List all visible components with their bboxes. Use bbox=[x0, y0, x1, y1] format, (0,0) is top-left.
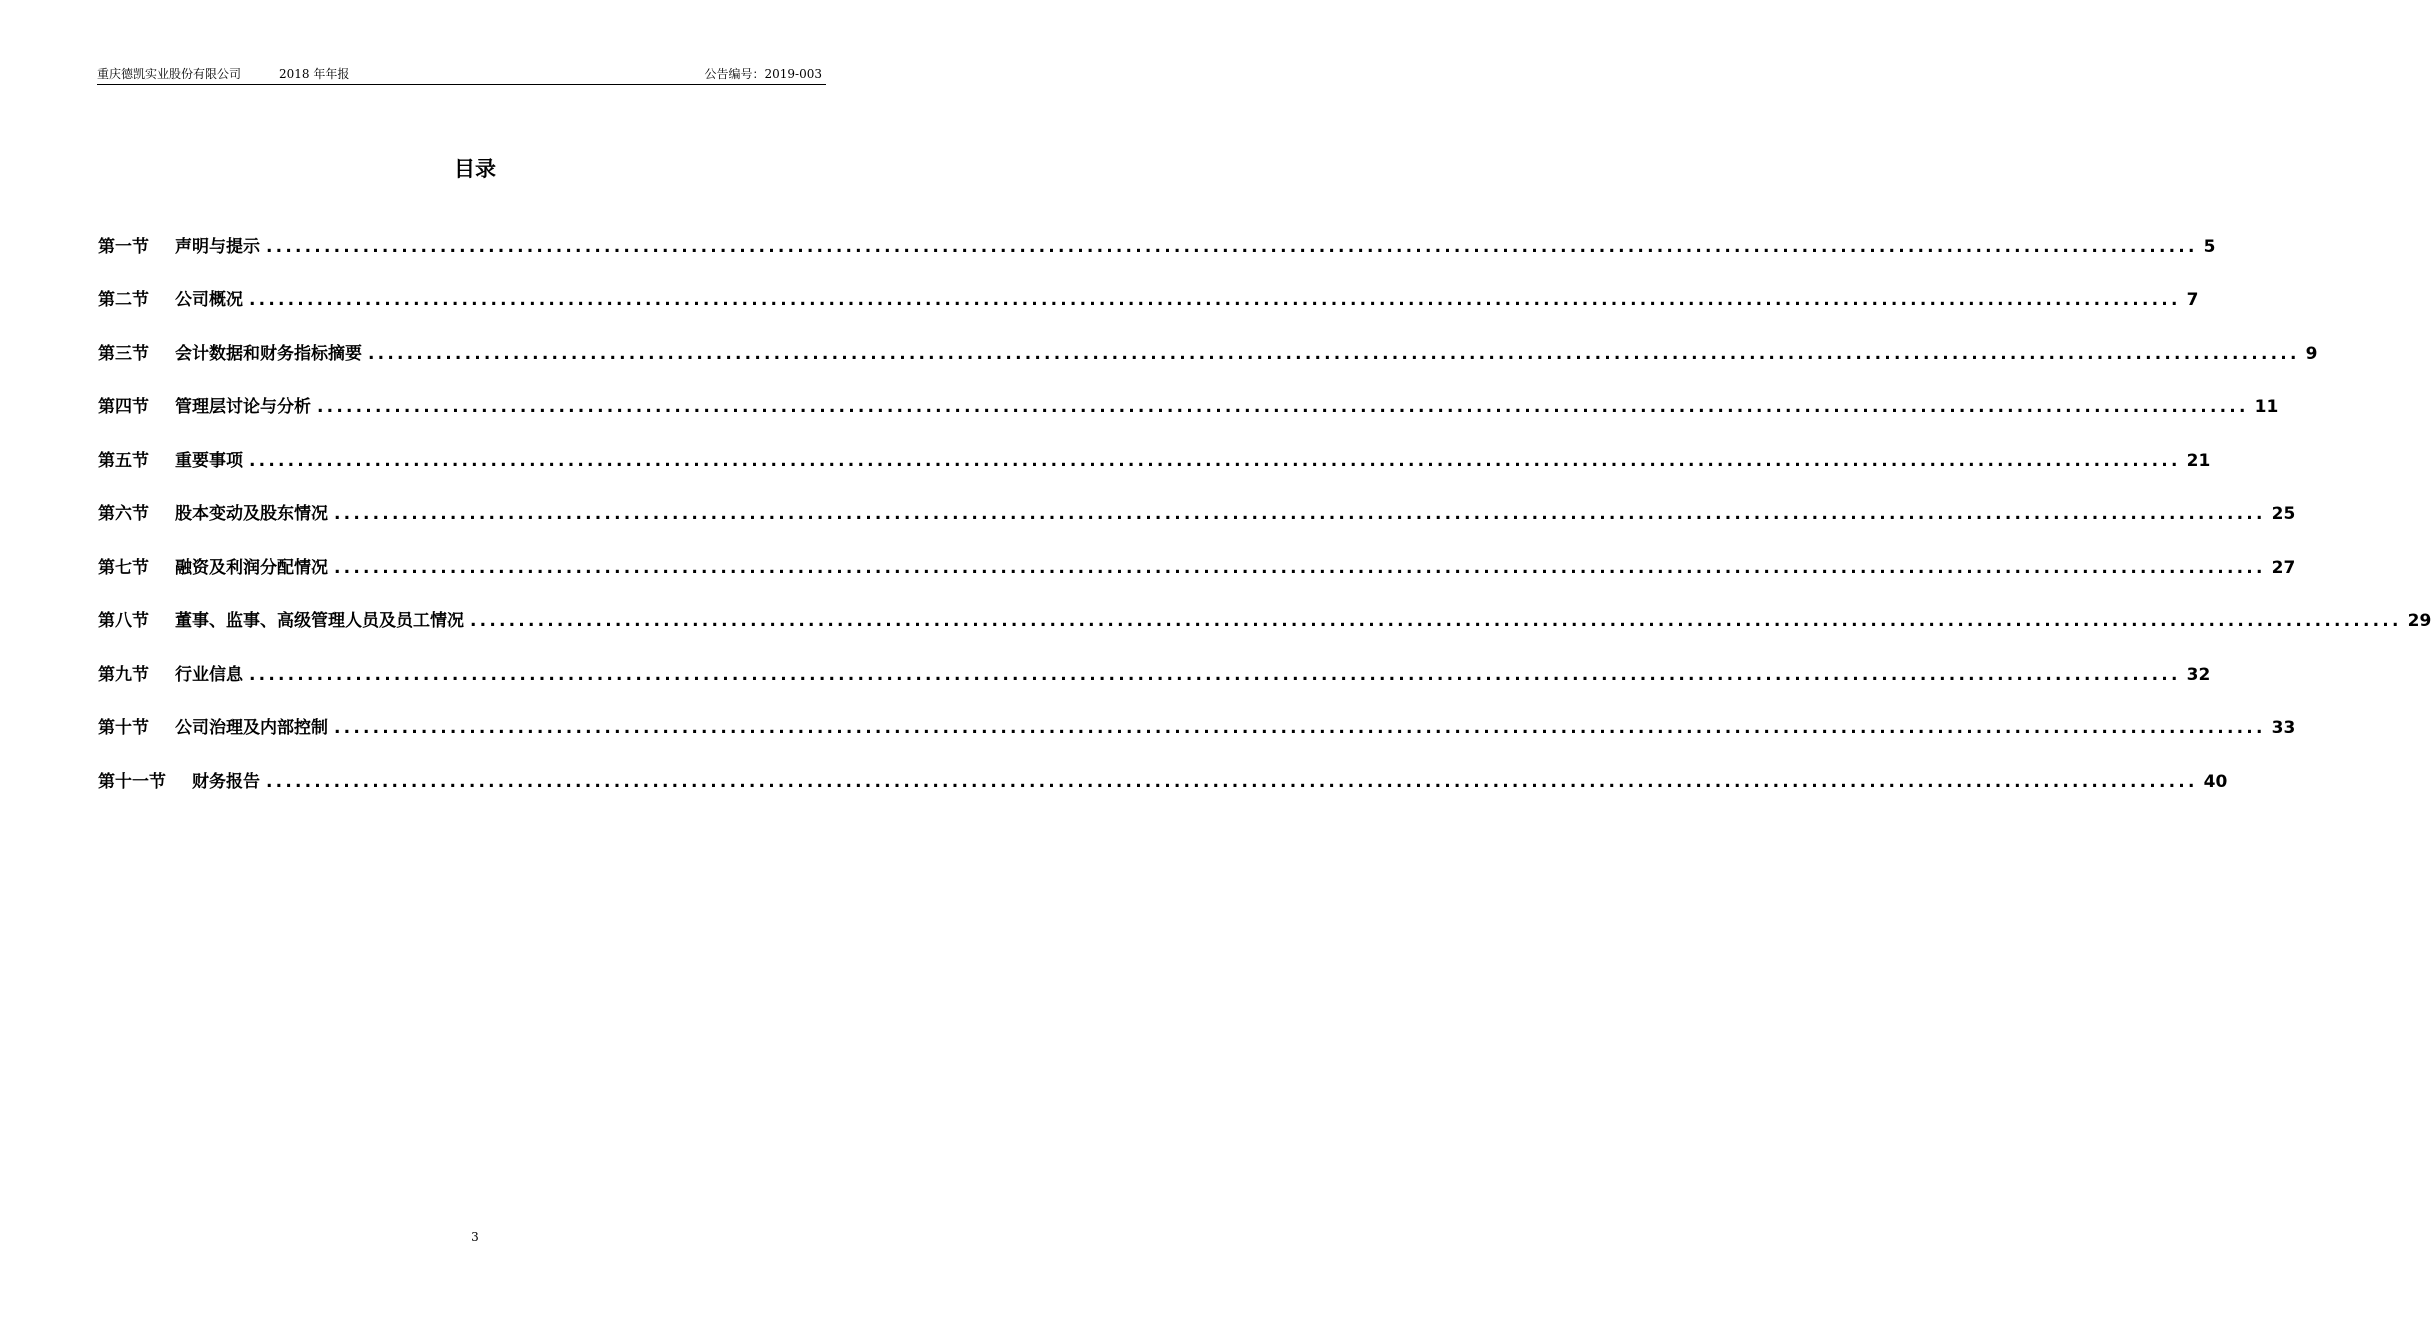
toc-entry[interactable] bbox=[98, 488, 2296, 542]
toc-page-number: 21 bbox=[2186, 450, 2211, 471]
toc-entry[interactable] bbox=[98, 220, 2216, 274]
toc-section-number: 第一节 bbox=[98, 236, 149, 257]
toc-section-name: 会计数据和财务指标摘要 bbox=[175, 343, 362, 364]
table-of-contents bbox=[98, 220, 2431, 809]
toc-section-number: 第十一节 bbox=[98, 771, 166, 792]
page-number: 3 bbox=[471, 1230, 479, 1244]
toc-page-number: 40 bbox=[2203, 771, 2228, 792]
toc-page-number: 25 bbox=[2271, 504, 2296, 525]
toc-dot-leader: ........................................................................................................................................................................................................ bbox=[266, 236, 2198, 257]
toc-section-name: 融资及利润分配情况 bbox=[175, 557, 328, 578]
toc-dot-leader: ........................................................................................................................................................................................................ bbox=[249, 290, 2181, 311]
page-header bbox=[97, 66, 826, 85]
toc-page-number: 29 bbox=[2407, 611, 2431, 632]
toc-page-number: 5 bbox=[2203, 236, 2216, 257]
toc-page-number: 11 bbox=[2254, 397, 2279, 418]
toc-page-number: 27 bbox=[2271, 557, 2296, 578]
toc-page-number: 32 bbox=[2186, 664, 2211, 685]
header-company-name: 重庆德凯实业股份有限公司 bbox=[97, 67, 242, 81]
toc-page-number: 33 bbox=[2271, 718, 2296, 739]
toc-dot-leader: ........................................................................................................................................................................................................ bbox=[317, 397, 2249, 418]
toc-dot-leader: ........................................................................................................................................................................................................ bbox=[249, 664, 2181, 685]
toc-section-name: 财务报告 bbox=[192, 771, 260, 792]
toc-page-number: 7 bbox=[2186, 290, 2199, 311]
toc-section-number: 第四节 bbox=[98, 397, 149, 418]
toc-dot-leader: ........................................................................................................................................................................................................ bbox=[470, 611, 2402, 632]
toc-section-number: 第十节 bbox=[98, 718, 149, 739]
page-title: 目录 bbox=[454, 157, 496, 181]
header-notice-number: 公告编号：2019-003 bbox=[704, 67, 822, 81]
toc-section-number: 第三节 bbox=[98, 343, 149, 364]
toc-entry[interactable] bbox=[98, 327, 2318, 381]
toc-section-number: 第七节 bbox=[98, 557, 149, 578]
toc-section-number: 第九节 bbox=[98, 664, 149, 685]
toc-section-number: 第六节 bbox=[98, 504, 149, 525]
toc-section-name: 重要事项 bbox=[175, 450, 243, 471]
toc-section-number: 第五节 bbox=[98, 450, 149, 471]
toc-entry[interactable] bbox=[98, 755, 2228, 809]
toc-section-number: 第八节 bbox=[98, 611, 149, 632]
toc-entry[interactable] bbox=[98, 702, 2296, 756]
toc-entry[interactable] bbox=[98, 595, 2431, 649]
toc-dot-leader: ........................................................................................................................................................................................................ bbox=[249, 450, 2181, 471]
toc-dot-leader: ........................................................................................................................................................................................................ bbox=[334, 504, 2266, 525]
toc-section-number: 第二节 bbox=[98, 290, 149, 311]
toc-dot-leader: ........................................................................................................................................................................................................ bbox=[334, 718, 2266, 739]
toc-entry[interactable] bbox=[98, 381, 2279, 435]
toc-entry[interactable] bbox=[98, 648, 2211, 702]
toc-section-name: 公司概况 bbox=[175, 290, 243, 311]
toc-entry[interactable] bbox=[98, 274, 2199, 328]
toc-section-name: 董事、监事、高级管理人员及员工情况 bbox=[175, 611, 464, 632]
toc-section-name: 行业信息 bbox=[175, 664, 243, 685]
toc-entry[interactable] bbox=[98, 541, 2296, 595]
toc-entry[interactable] bbox=[98, 434, 2211, 488]
toc-dot-leader: ........................................................................................................................................................................................................ bbox=[368, 343, 2300, 364]
toc-dot-leader: ........................................................................................................................................................................................................ bbox=[334, 557, 2266, 578]
toc-section-name: 声明与提示 bbox=[175, 236, 260, 257]
toc-dot-leader: ........................................................................................................................................................................................................ bbox=[266, 771, 2198, 792]
toc-page-number: 9 bbox=[2305, 343, 2318, 364]
toc-section-name: 管理层讨论与分析 bbox=[175, 397, 311, 418]
toc-section-name: 公司治理及内部控制 bbox=[175, 718, 328, 739]
toc-section-name: 股本变动及股东情况 bbox=[175, 504, 328, 525]
header-report-year: 2018 年年报 bbox=[279, 67, 350, 81]
